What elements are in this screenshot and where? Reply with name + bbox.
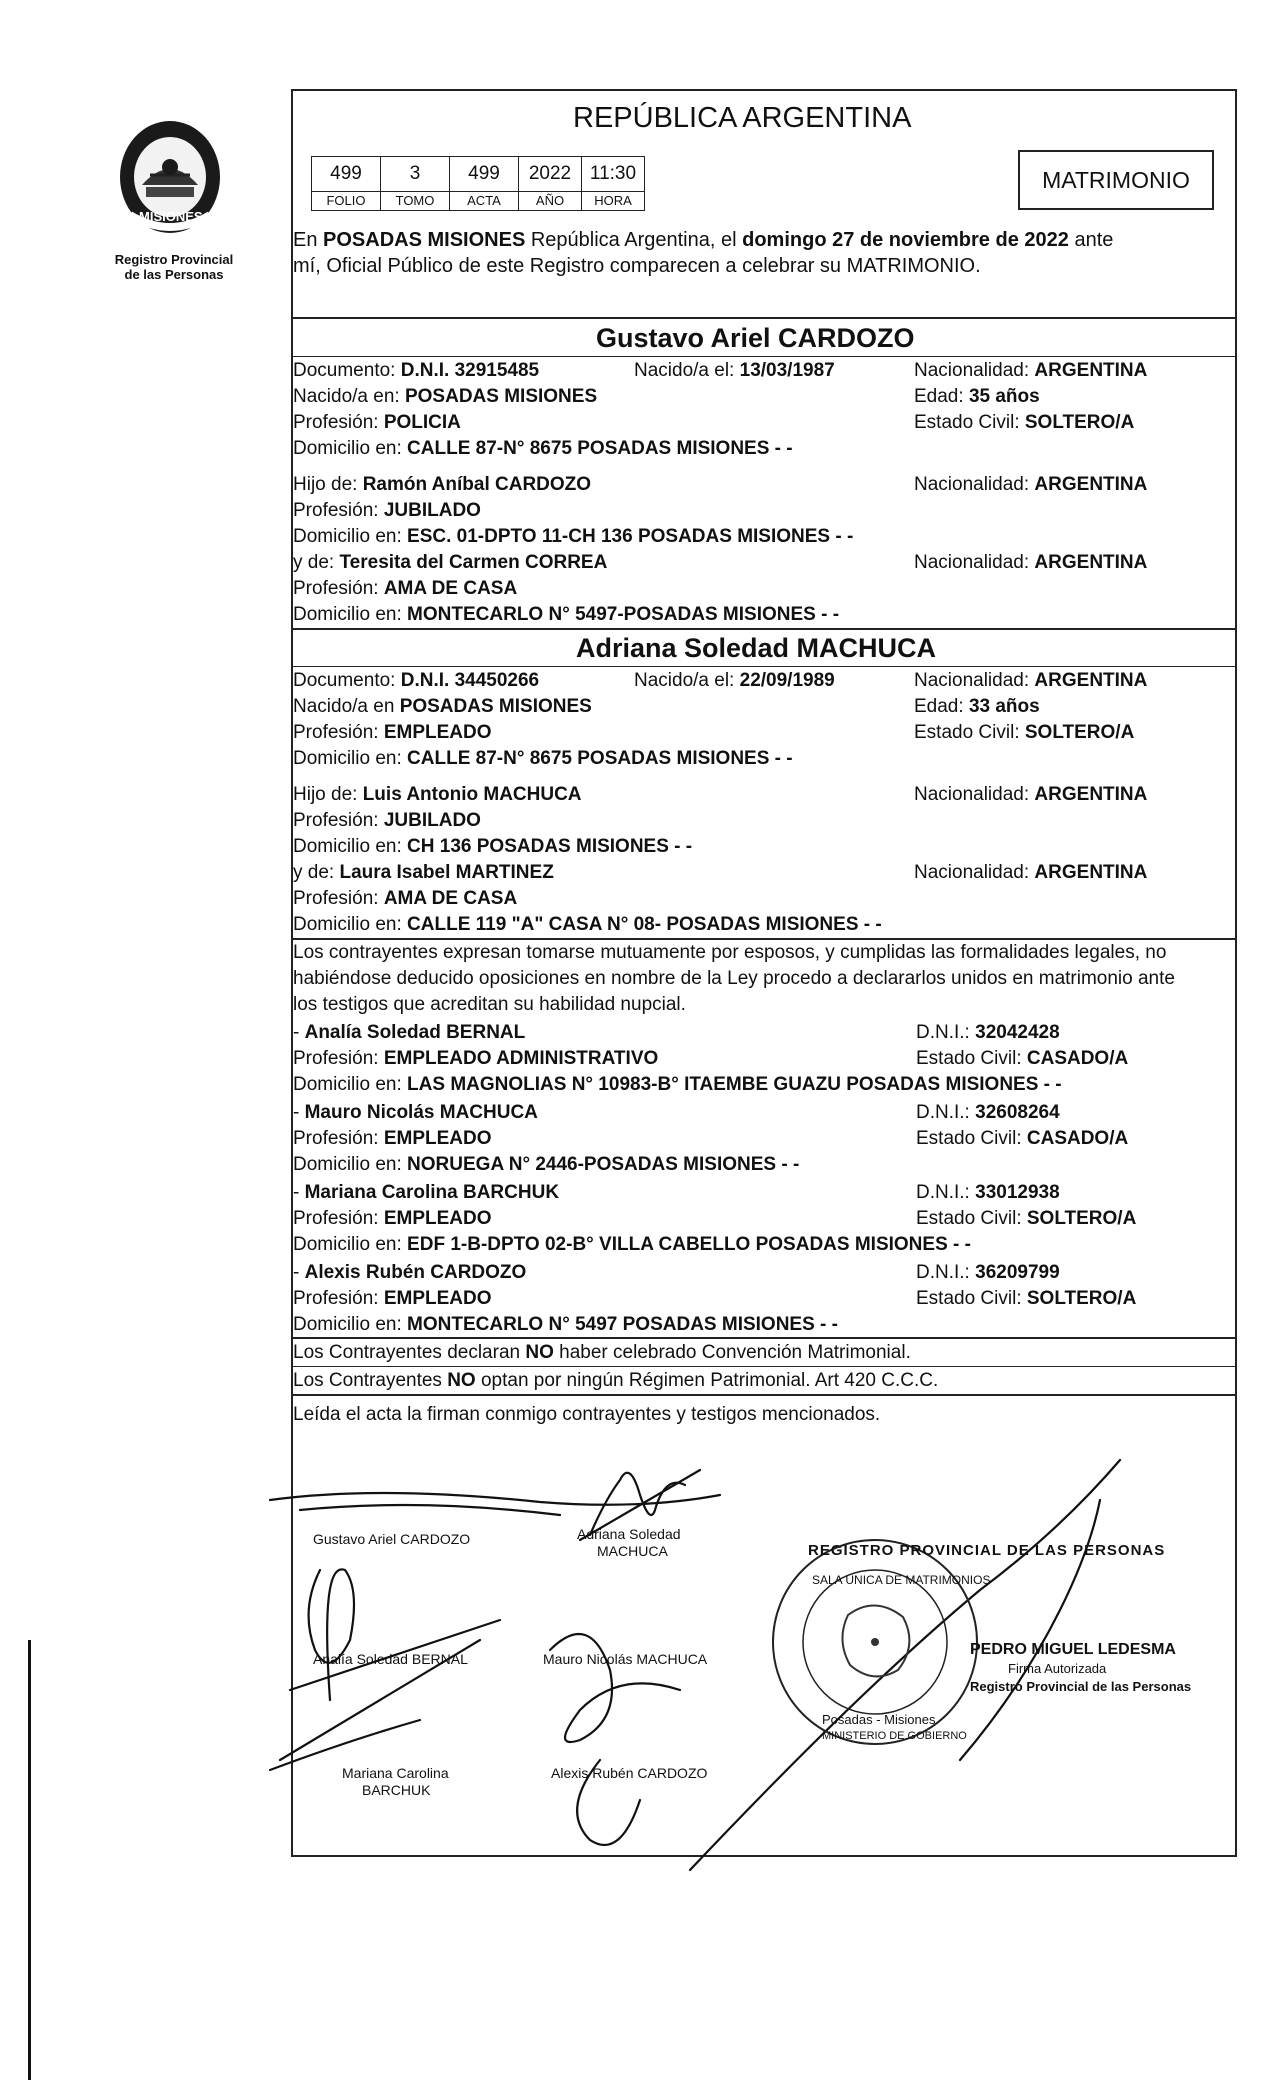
seal-caption: MISIONES xyxy=(139,209,203,224)
hora-value: 11:30 xyxy=(582,157,645,192)
closing-statement: Leída el acta la firman conmigo contrayentes y testigos mencionados. xyxy=(293,1404,881,1425)
folio-value: 499 xyxy=(312,157,381,192)
spouse1-nationality: Nacionalidad: ARGENTINA xyxy=(914,360,1148,381)
divider xyxy=(291,666,1237,667)
witness-3-marital-status: Estado Civil: SOLTERO/A xyxy=(916,1208,1137,1229)
spouse2-father-nationality: Nacionalidad: ARGENTINA xyxy=(914,784,1148,805)
signature-label-spouse2-line2: MACHUCA xyxy=(597,1543,668,1559)
witness-3-profession: Profesión: EMPLEADO xyxy=(293,1208,492,1229)
intro-line-1 xyxy=(293,228,1113,252)
signature-label-witness4: Alexis Rubén CARDOZO xyxy=(551,1765,708,1781)
spouse1-mother: y de: Teresita del Carmen CORREA xyxy=(293,552,608,573)
convention-line-1: Los Contrayentes declaran NO haber celebrado Convención Matrimonial. xyxy=(293,1342,911,1363)
signature-stroke-spouse1b xyxy=(300,1505,560,1515)
spouse1-age: Edad: 35 años xyxy=(914,386,1040,407)
declaration-line-1: Los contrayentes expresan tomarse mutuamente por esposos, y cumplidas las formalidades legales, no xyxy=(293,942,1167,963)
spouse1-father-address: Domicilio en: ESC. 01-DPTO 11-CH 136 POSADAS MISIONES - - xyxy=(293,526,854,547)
official-office: Registro Provincial de las Personas xyxy=(970,1679,1192,1694)
signature-stroke-witness1b xyxy=(290,1620,500,1690)
intro-place: POSADAS MISIONES xyxy=(323,229,526,251)
convention-line-2: Los Contrayentes NO optan por ningún Régimen Patrimonial. Art 420 C.C.C. xyxy=(293,1370,939,1391)
spouse2-birthplace: Nacido/a en POSADAS MISIONES xyxy=(293,696,592,717)
spouse1-mother-profession: Profesión: AMA DE CASA xyxy=(293,578,518,599)
page-title: REPÚBLICA ARGENTINA xyxy=(573,102,912,134)
spouse1-profession: Profesión: POLICIA xyxy=(293,412,461,433)
stamp-outer-text: REGISTRO PROVINCIAL DE LAS PERSONAS xyxy=(808,1542,1166,1559)
spouse1-father-nationality: Nacionalidad: ARGENTINA xyxy=(914,474,1148,495)
spouse2-birthdate: Nacido/a el: 22/09/1989 xyxy=(634,670,835,691)
record-index-values xyxy=(312,157,645,192)
divider xyxy=(291,628,1237,630)
spouse1-mother-nationality: Nacionalidad: ARGENTINA xyxy=(914,552,1148,573)
witness-4-marital-status: Estado Civil: SOLTERO/A xyxy=(916,1288,1137,1309)
spouse2-address: Domicilio en: CALLE 87-N° 8675 POSADAS MISIONES - - xyxy=(293,748,793,769)
stamp-foot-text: MINISTERIO DE GOBIERNO xyxy=(822,1730,967,1742)
signature-label-witness3-line2: BARCHUK xyxy=(362,1782,431,1798)
stamp-inner-text: SALA UNICA DE MATRIMONIOS xyxy=(812,1573,991,1587)
handwritten-signatures xyxy=(260,1440,1220,1880)
declaration-line-3: los testigos que acreditan su habilidad nupcial. xyxy=(293,994,686,1015)
signature-label-spouse1: Gustavo Ariel CARDOZO xyxy=(313,1531,471,1547)
official-title: Firma Autorizada xyxy=(1008,1661,1107,1676)
witness-1-profession: Profesión: EMPLEADO ADMINISTRATIVO xyxy=(293,1048,659,1069)
spouse2-age: Edad: 33 años xyxy=(914,696,1040,717)
folio-label: FOLIO xyxy=(312,192,381,211)
spouse2-mother: y de: Laura Isabel MARTINEZ xyxy=(293,862,554,883)
anio-value: 2022 xyxy=(519,157,582,192)
witness-2-name: - Mauro Nicolás MACHUCA xyxy=(293,1102,538,1123)
spouse2-mother-nationality: Nacionalidad: ARGENTINA xyxy=(914,862,1148,883)
divider xyxy=(291,1337,1237,1339)
witness-1-address: Domicilio en: LAS MAGNOLIAS N° 10983-B° ITAEMBE GUAZU POSADAS MISIONES - - xyxy=(293,1074,1062,1095)
hora-label: HORA xyxy=(582,192,645,211)
acta-label: ACTA xyxy=(450,192,519,211)
divider xyxy=(291,1366,1237,1367)
signature-stroke-witness3b xyxy=(270,1720,420,1770)
acta-value: 499 xyxy=(450,157,519,192)
witness-2-profession: Profesión: EMPLEADO xyxy=(293,1128,492,1149)
witness-2-marital-status: Estado Civil: CASADO/A xyxy=(916,1128,1129,1149)
divider xyxy=(291,317,1237,319)
divider xyxy=(291,356,1237,357)
spouse2-name: Adriana Soledad MACHUCA xyxy=(576,633,937,663)
witness-4-dni: D.N.I.: 36209799 xyxy=(916,1262,1060,1283)
witness-2-address: Domicilio en: NORUEGA N° 2446-POSADAS MISIONES - - xyxy=(293,1154,800,1175)
spouse2-father: Hijo de: Luis Antonio MACHUCA xyxy=(293,784,582,805)
divider xyxy=(291,1394,1237,1396)
signature-label-witness2: Mauro Nicolás MACHUCA xyxy=(543,1651,708,1667)
tomo-value: 3 xyxy=(381,157,450,192)
witness-1-name: - Analía Soledad BERNAL xyxy=(293,1022,526,1043)
intro-date: domingo 27 de noviembre de 2022 xyxy=(742,229,1069,251)
spouse1-name: Gustavo Ariel CARDOZO xyxy=(596,323,915,353)
spouse2-father-profession: Profesión: JUBILADO xyxy=(293,810,481,831)
scan-edge-mark xyxy=(28,1640,31,2080)
witness-4-address: Domicilio en: MONTECARLO N° 5497 POSADAS MISIONES - - xyxy=(293,1314,838,1335)
signature-label-witness1: Analía Soledad BERNAL xyxy=(313,1651,468,1667)
witness-1-marital-status: Estado Civil: CASADO/A xyxy=(916,1048,1129,1069)
witness-4-profession: Profesión: EMPLEADO xyxy=(293,1288,492,1309)
certificate-type-box: MATRIMONIO xyxy=(1018,150,1214,210)
spouse1-birthplace: Nacido/a en: POSADAS MISIONES xyxy=(293,386,598,407)
witness-3-address: Domicilio en: EDF 1-B-DPTO 02-B° VILLA CABELLO POSADAS MISIONES - - xyxy=(293,1234,971,1255)
spouse1-father: Hijo de: Ramón Aníbal CARDOZO xyxy=(293,474,592,495)
spouse1-mother-address: Domicilio en: MONTECARLO N° 5497-POSADAS MISIONES - - xyxy=(293,604,840,625)
signature-label-witness3-line1: Mariana Carolina xyxy=(342,1765,449,1781)
intro-text-b: República Argentina, el xyxy=(525,229,743,251)
spouse2-nationality: Nacionalidad: ARGENTINA xyxy=(914,670,1148,691)
registry-logo xyxy=(110,115,230,265)
registry-name xyxy=(104,252,244,282)
spouse2-marital-status: Estado Civil: SOLTERO/A xyxy=(914,722,1135,743)
intro-text-c: ante xyxy=(1068,229,1114,251)
record-index-labels xyxy=(312,192,645,211)
signature-label-spouse2-line1: Adriana Soledad xyxy=(577,1526,681,1542)
spouse2-mother-address: Domicilio en: CALLE 119 "A" CASA N° 08- POSADAS MISIONES - - xyxy=(293,914,882,935)
witness-4-name: - Alexis Rubén CARDOZO xyxy=(293,1262,527,1283)
spouse1-father-profession: Profesión: JUBILADO xyxy=(293,500,481,521)
official-name: PEDRO MIGUEL LEDESMA xyxy=(970,1641,1176,1658)
registry-seal-icon xyxy=(110,115,230,265)
divider xyxy=(291,938,1237,940)
anio-label: AÑO xyxy=(519,192,582,211)
spouse2-father-address: Domicilio en: CH 136 POSADAS MISIONES - - xyxy=(293,836,693,857)
spouse2-profession: Profesión: EMPLEADO xyxy=(293,722,492,743)
spouse2-mother-profession: Profesión: AMA DE CASA xyxy=(293,888,518,909)
intro-text-a: En xyxy=(293,229,324,251)
registry-name-line2: de las Personas xyxy=(124,267,224,282)
spouse1-address: Domicilio en: CALLE 87-N° 8675 POSADAS MISIONES - - xyxy=(293,438,793,459)
witness-1-dni: D.N.I.: 32042428 xyxy=(916,1022,1060,1043)
registry-name-line1: Registro Provincial xyxy=(114,252,234,267)
spouse2-document: Documento: D.N.I. 34450266 xyxy=(293,670,540,691)
spouse1-marital-status: Estado Civil: SOLTERO/A xyxy=(914,412,1135,433)
spouse1-birthdate: Nacido/a el: 13/03/1987 xyxy=(634,360,835,381)
declaration-line-2: habiéndose deducido oposiciones en nombre de la Ley procedo a declararlos unidos en matrimonio ante xyxy=(293,968,1175,989)
tomo-label: TOMO xyxy=(381,192,450,211)
witness-3-dni: D.N.I.: 33012938 xyxy=(916,1182,1060,1203)
spouse1-document: Documento: D.N.I. 32915485 xyxy=(293,360,540,381)
signature-stroke-witness2 xyxy=(550,1634,680,1742)
intro-line-2: mí, Oficial Público de este Registro comparecen a celebrar su MATRIMONIO. xyxy=(293,255,981,277)
witness-2-dni: D.N.I.: 32608264 xyxy=(916,1102,1060,1123)
record-index-table xyxy=(311,156,645,211)
signature-stroke-witness4 xyxy=(577,1760,640,1845)
signature-stroke-witness3 xyxy=(280,1640,480,1760)
witness-3-name: - Mariana Carolina BARCHUK xyxy=(293,1182,560,1203)
stamp-bottom-text: Posadas - Misiones xyxy=(822,1712,936,1727)
